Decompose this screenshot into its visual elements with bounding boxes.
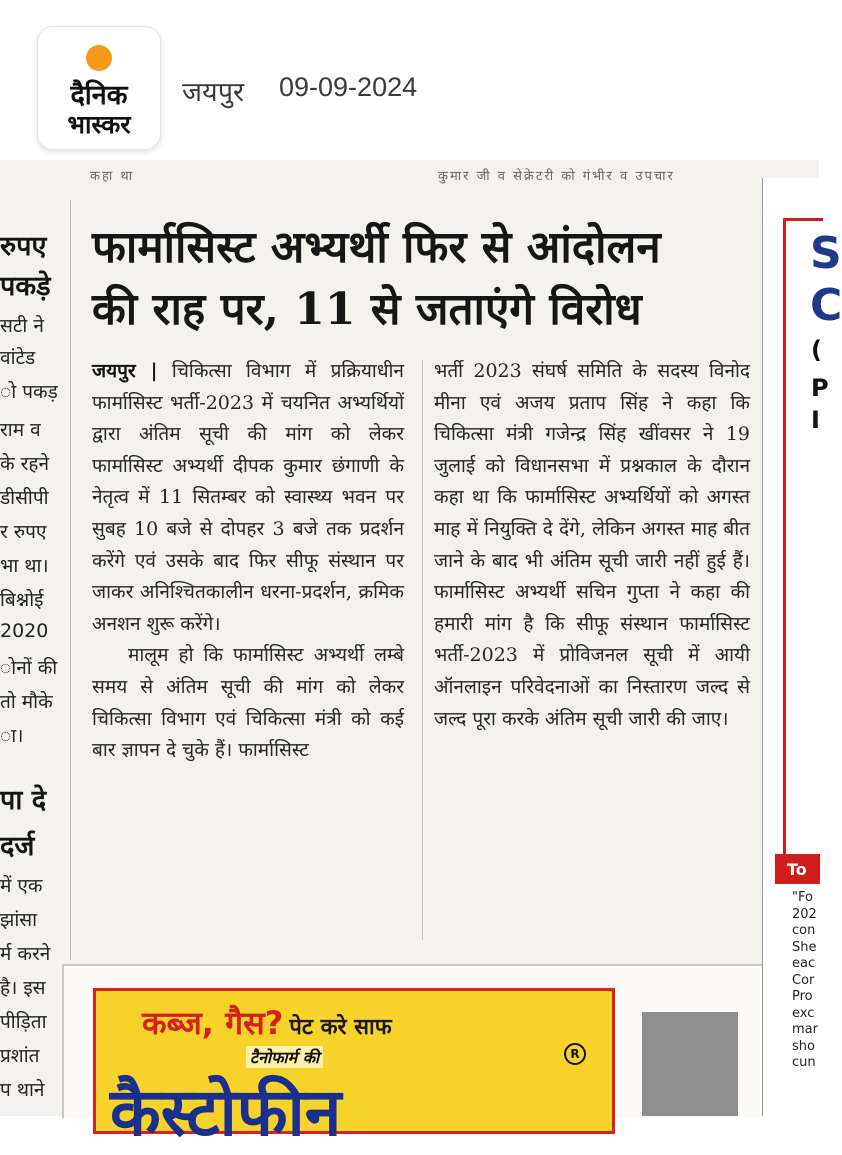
article-body[interactable] [92,356,754,956]
sun-icon [86,45,112,71]
right-ad-char: ( [811,336,822,364]
article-paragraph-1 [92,356,404,640]
top-cut-text [90,166,770,182]
left-column-fragment: पा दे [0,785,47,816]
dateline: जयपुर | [92,360,158,382]
right-ad-letter: C [810,280,842,331]
top-fragment-right: कुमार जी व सेक्रेटरी को गंभीर व उपचार [438,169,675,184]
column-divider [70,200,71,960]
article-column-2: भर्ती 2023 संघर्ष समिति के सदस्य विनोद मीना एवं अजय प्रताप सिंह ने कहा कि चिकित्सा मंत्री गजेन्द्र सिंह खींवसर ने 19 जुलाई को विधानसभा में प्रश्नकाल के दौरान कहा था कि फार्मासिस्ट अभ्यर्थियों को अगस्त माह में नियुक्ति दे देंगे, लेकिन अगस्त माह बीत जाने के बाद भी अंतिम सूची जारी नहीं हुई हैं। फार्मासिस्ट अभ्यर्थी सचिन गुप्ता ने कहा की हमारी मांग है कि सीफू संस्थान फार्मासिस्ट भर्ती-2023 में प्रोविजनल सूची में आयी ऑनलाइन परिवेदनाओं का निस्तारण जल्द से जल्द पूरा करके अंतिम सूची जारी की जाए। [434,360,750,730]
left-column-fragment: बिश्नोई [0,589,44,611]
left-column-fragment: रुपए [0,231,47,262]
left-column-fragment: ा। [0,725,24,747]
top-fragment-left: कहा था [90,169,135,184]
ad-slogan-black: पेट करे साफ [289,1015,392,1040]
right-ad-text-line: mar [792,1022,818,1037]
left-column-fragment: पीड़िता [0,1011,47,1033]
left-column-fragment: ो पकड़ [0,381,58,403]
left-column-fragment: तो मौके [0,691,53,713]
left-column-fragment: है। इस [0,977,46,999]
right-ad-text-line: sho [792,1038,815,1054]
left-column-fragment: के रहने [0,453,50,475]
ad-slogan [142,1001,392,1044]
left-column-fragment: राम व [0,419,41,441]
ad-image-placeholder [642,1012,738,1116]
left-column-fragment: झांसा [0,909,38,931]
left-column-fragment: सटी ने [0,315,44,337]
right-ad-letter: S [810,228,842,279]
right-ad-char: I [811,406,820,434]
left-column-fragment: र्म करने [0,943,51,965]
edition-date: 09-09-2024 [279,72,418,102]
paragraph-1-text: चिकित्सा विभाग में प्रक्रियाधीन फार्मासिस्ट भर्ती-2023 में चयनित अभ्यर्थियों द्वारा अंतिम सूची की मांग को लेकर फार्मासिस्ट अभ्यर्थी दीपक कुमार छंगाणी के नेतृत्व में 11 सितम्बर को स्वास्थ्य भवन पर सुबह 10 बजे से दोपहर 3 बजे तक प्रदर्शन करेंगे एवं उसके बाद फिर सीफू संस्थान पर जाकर अनिश्चितकालीन धरना-प्रदर्शन, क्रमिक अनशन शुरू करेंगे। [92,360,404,635]
right-ad-text-line: "Fo [792,890,813,905]
article-column-1 [92,356,404,767]
left-column-fragment: डीसीपी [0,487,49,509]
right-ad-text-line: Cor [792,972,815,988]
epaper-page[interactable] [0,160,842,1151]
ad-brand-name: कैस्टोफीन [110,1074,342,1151]
article-headline[interactable] [92,218,752,340]
left-column-fragment: र रुपए [0,521,47,543]
left-column-fragment: 2020 [0,620,49,642]
right-ad-text-line: She [792,939,817,955]
right-ad-text-line: exc [792,1005,815,1021]
left-column-fragment: ोनों की [0,657,58,679]
right-ad-text-line: eac [792,956,816,971]
headline-line-2: की राह पर, 11 से जताएंगे विरोध [92,284,642,335]
left-column-fragment: प्रशांत [0,1045,40,1067]
left-column-fragment: पकड़े [0,271,51,302]
left-neighbor-column [0,160,70,1116]
headline-line-1: फार्मासिस्ट अभ्यर्थी फिर से आंदोलन [92,222,661,273]
left-column-fragment: प थाने [0,1079,45,1101]
right-ad-text-line: Pro [792,989,813,1004]
right-ad-column [762,178,842,1116]
castophene-ad[interactable] [93,988,615,1151]
right-ad-text-line: 202 [792,906,817,922]
logo-text-line1: दैनिक [70,80,128,111]
right-ad-bar-label: To [787,860,807,879]
right-ad-text-line: con [792,923,816,938]
right-ad-text-line: cun [792,1055,816,1070]
left-column-fragment: दर्ज [0,831,35,862]
right-ad-char: P [811,374,829,402]
left-column-fragment: वांटेड [0,347,36,369]
app-header [0,0,819,178]
article-paragraph-2: मालूम हो कि फार्मासिस्ट अभ्यर्थी लम्बे समय से अंतिम सूची की मांग को लेकर चिकित्सा विभाग एवं चिकित्सा मंत्री को कई बार ज्ञापन दे चुके हैं। फार्मासिस्ट [92,644,404,762]
left-column-fragment: भा था। [0,555,49,577]
dainik-bhaskar-logo[interactable] [37,26,161,150]
left-column-fragment: में एक [0,875,43,897]
ad-tagline: टैनोफार्म की [246,1046,323,1068]
logo-text-line2: भास्कर [67,110,131,139]
edition-name: जयपुर [182,77,245,107]
ad-slogan-red: कब्ज, गैस? [142,1004,284,1042]
registered-mark-icon: R [564,1043,586,1065]
